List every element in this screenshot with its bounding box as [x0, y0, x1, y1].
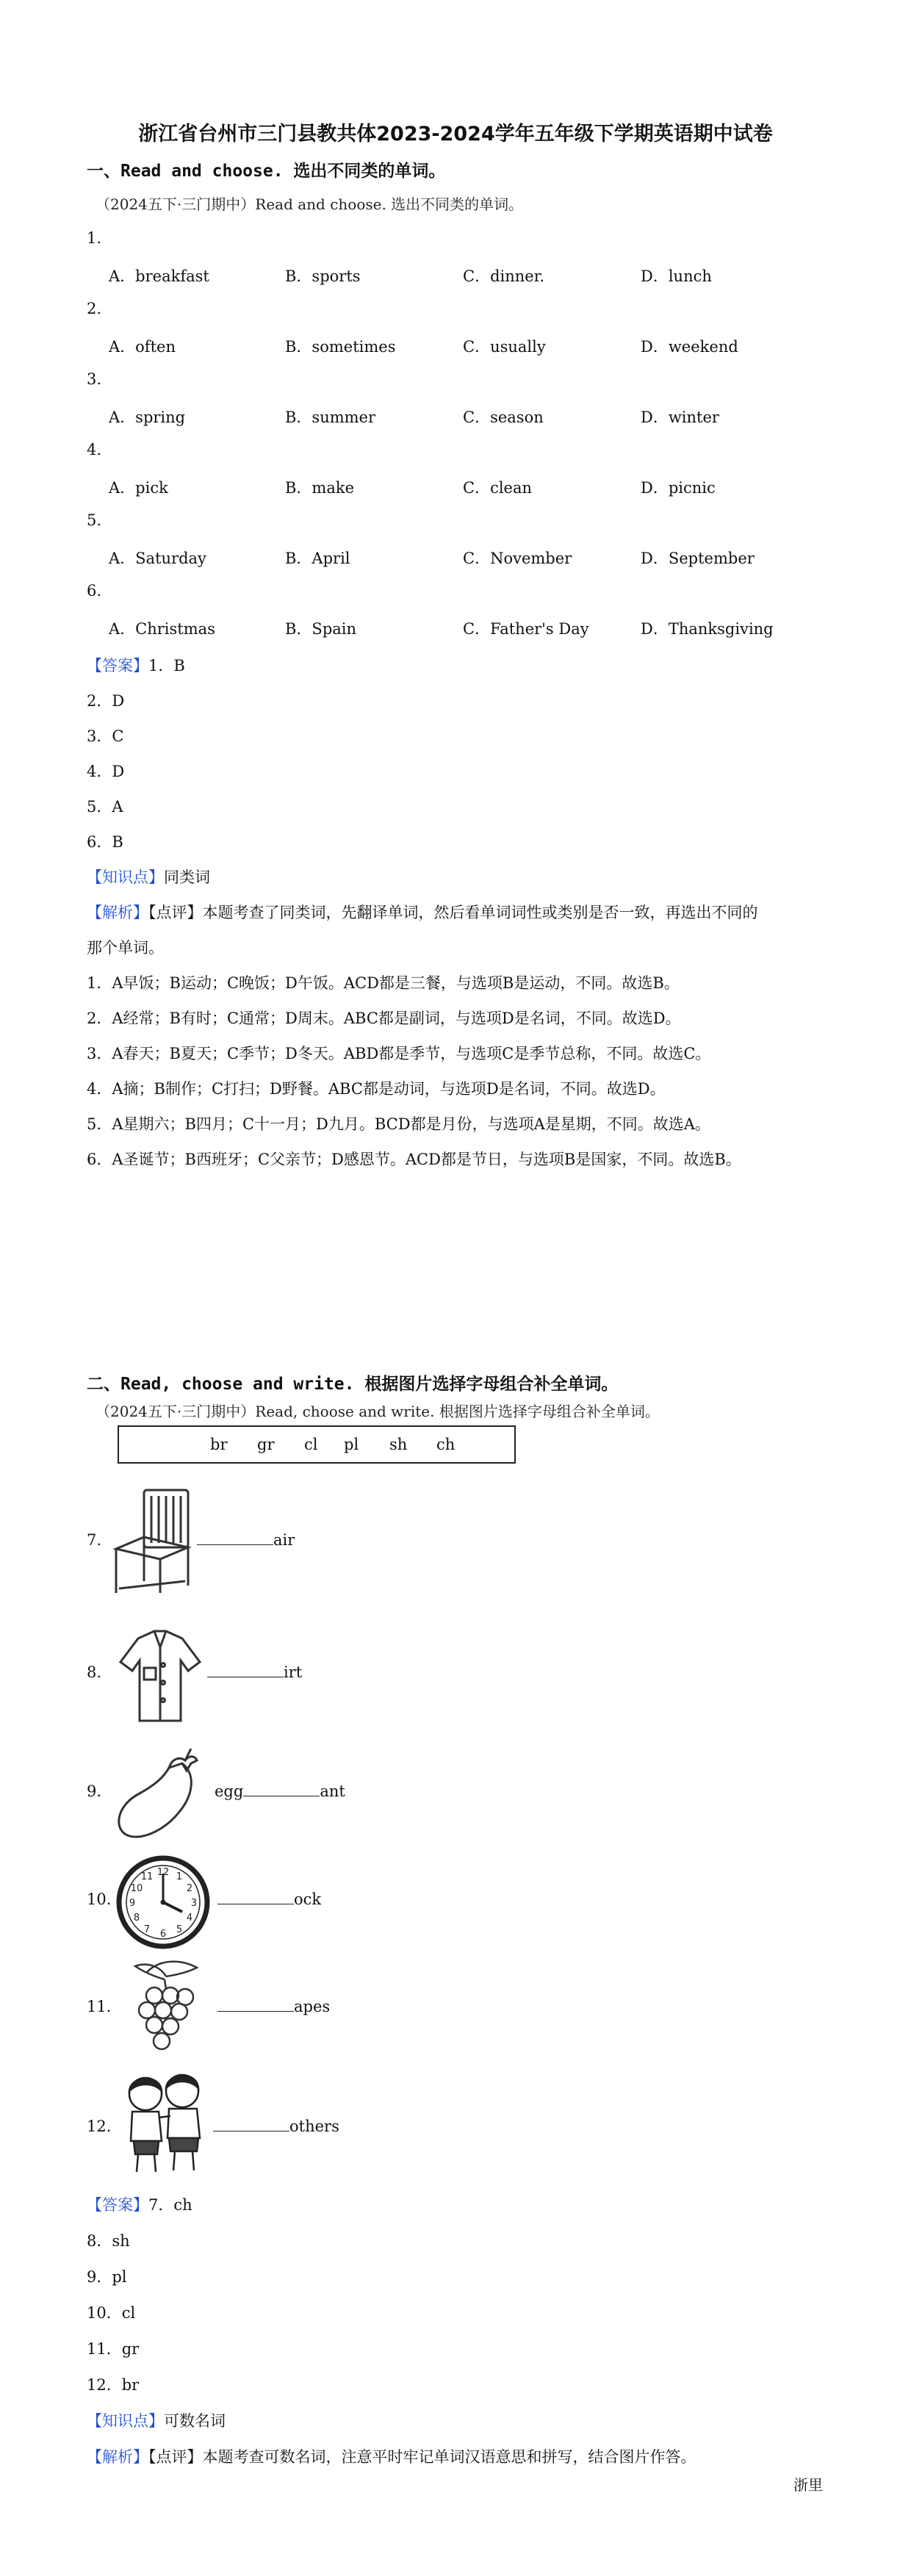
grapes-picture — [118, 1950, 215, 2060]
answer-item: 10．cl — [87, 2304, 136, 2322]
option-a: A．spring — [109, 409, 186, 426]
option-a: A．Saturday — [109, 550, 206, 567]
word-suffix: irt — [284, 1663, 303, 1681]
svg-text:6: 6 — [159, 1929, 167, 1940]
clock-picture — [115, 1847, 212, 1957]
letter-option: pl — [344, 1436, 359, 1453]
analysis-text: 【点评】本题考查可数名词，注意平时牢记单词汉语意思和拼写，结合图片作答。 — [148, 2448, 696, 2466]
svg-text:9: 9 — [129, 1898, 136, 1909]
question-number: 1. — [87, 229, 102, 247]
word-suffix: air — [273, 1531, 295, 1549]
svg-text:8: 8 — [133, 1913, 140, 1924]
answer-item: 5．A — [87, 798, 123, 816]
knowledge-tag: 【知识点】 — [87, 2412, 164, 2430]
word-suffix: others — [289, 2118, 339, 2135]
option-c: C．clean — [463, 479, 533, 497]
knowledge-text: 同类词 — [164, 868, 210, 886]
item-number: 9. — [87, 1782, 102, 1800]
letter-option: gr — [257, 1436, 275, 1453]
option-b: B．sometimes — [285, 338, 396, 356]
analysis-text-cont: 那个单词。 — [87, 939, 164, 957]
explanation-line: 5．A星期六；B四月；C十一月；D九月。BCD都是月份，与选项A是星期，不同。故选A。 — [87, 1115, 710, 1133]
word-suffix: ant — [320, 1782, 345, 1800]
option-c: C．November — [463, 550, 572, 567]
analysis — [87, 2445, 696, 2467]
brothers-picture — [116, 2065, 213, 2175]
word-suffix: ock — [294, 1890, 322, 1908]
letter-combination-box — [118, 1425, 516, 1464]
explanation-line: 1．A早饭；B运动；C晚饭；D午饭。ACD都是三餐，与选项B是运动，不同。故选B。 — [87, 974, 680, 992]
question-number: 3. — [87, 370, 102, 388]
item-number: 7. — [87, 1531, 102, 1549]
shirt-picture — [109, 1624, 206, 1734]
answer-item: 2．D — [87, 692, 125, 710]
option-b: B．make — [285, 479, 355, 497]
section1-source: （2024五下·三门期中）Read and choose. 选出不同类的单词。 — [96, 195, 524, 213]
question-number: 4. — [87, 441, 102, 458]
svg-text:5: 5 — [176, 1924, 183, 1935]
option-d: D．lunch — [641, 267, 712, 285]
option-b: B．April — [285, 550, 350, 567]
svg-text:10: 10 — [130, 1883, 143, 1894]
option-c: C．dinner. — [463, 267, 545, 285]
svg-text:1: 1 — [176, 1871, 183, 1882]
answer-item: 3．C — [87, 727, 124, 745]
answer-tag: 【答案】 — [87, 2196, 148, 2214]
letter-option: cl — [304, 1436, 318, 1453]
word-prefix: egg — [215, 1782, 244, 1800]
option-b: B．Spain — [285, 620, 357, 638]
answer-item: 8．sh — [87, 2232, 130, 2250]
knowledge-point — [87, 2409, 226, 2431]
svg-text:11: 11 — [140, 1871, 154, 1882]
option-c: C．usually — [463, 338, 546, 356]
question-number: 2. — [87, 300, 102, 317]
section1-heading: 一、Read and choose. 选出不同类的单词。 — [87, 162, 446, 181]
item-number: 10. — [87, 1890, 112, 1908]
explanation-line: 4．A摘；B制作；C打扫；D野餐。ABC都是动词，与选项D是名词，不同。故选D。 — [87, 1080, 666, 1098]
fill-in-blank[interactable] — [215, 1782, 345, 1800]
section2-heading: 二、Read, choose and write. 根据图片选择字母组合补全单词。 — [87, 1375, 619, 1394]
analysis-text: 【点评】本题考查了同类词，先翻译单词，然后看单词词性或类别是否一致，再选出不同的 — [148, 904, 758, 921]
item-number: 12. — [87, 2118, 112, 2135]
svg-text:2: 2 — [186, 1883, 193, 1894]
question-number: 5. — [87, 511, 102, 529]
option-a: A．often — [109, 338, 176, 356]
analysis-tag: 【解析】 — [87, 904, 148, 921]
option-b: B．sports — [285, 267, 361, 285]
word-suffix: apes — [294, 1998, 331, 2015]
svg-text:4: 4 — [186, 1913, 193, 1924]
answer-item: 9．pl — [87, 2268, 127, 2286]
eggplant-picture — [109, 1741, 206, 1852]
page-footer: 浙里 — [793, 2476, 823, 2494]
knowledge-point — [87, 866, 210, 888]
answer-item: 1．B — [148, 657, 185, 674]
answer-tag: 【答案】 — [87, 657, 148, 674]
fill-in-blank[interactable] — [197, 1531, 295, 1549]
option-d: D．Thanksgiving — [641, 620, 774, 638]
svg-text:3: 3 — [190, 1898, 198, 1909]
option-d: D．winter — [641, 409, 719, 426]
svg-text:7: 7 — [143, 1924, 151, 1935]
section2-source: （2024五下·三门期中）Read, choose and write. 根据图片选择字母组合补全单词。 — [96, 1403, 660, 1420]
option-b: B．summer — [285, 409, 376, 426]
letter-option: sh — [389, 1436, 408, 1453]
explanation-line: 3．A春天；B夏天；C季节；D冬天。ABD都是季节，与选项C是季节总称，不同。故选C。 — [87, 1045, 711, 1062]
answer-item: 7．ch — [148, 2196, 192, 2214]
letter-option: ch — [436, 1436, 455, 1453]
answer-item: 4．D — [87, 763, 125, 780]
option-c: C．season — [463, 409, 544, 426]
chair-picture — [109, 1486, 206, 1596]
knowledge-text: 可数名词 — [164, 2412, 226, 2430]
explanation-line: 6．A圣诞节；B西班牙；C父亲节；D感恩节。ACD都是节日，与选项B是国家，不同。故选B。 — [87, 1151, 741, 1168]
page-title: 浙江省台州市三门县教共体2023-2024学年五年级下学期英语期中试卷 — [138, 123, 773, 145]
answer-item: 11．gr — [87, 2340, 140, 2358]
option-c: C．Father's Day — [463, 620, 589, 638]
svg-text:12: 12 — [156, 1867, 170, 1878]
option-d: D．September — [641, 550, 755, 567]
item-number: 8. — [87, 1663, 102, 1681]
question-number: 6. — [87, 582, 102, 600]
option-d: D．picnic — [641, 479, 716, 497]
fill-in-blank[interactable] — [207, 1663, 302, 1681]
option-a: A．pick — [109, 479, 168, 497]
fill-in-blank[interactable] — [217, 1998, 330, 2015]
answer-item: 12．br — [87, 2376, 140, 2394]
explanation-line: 2．A经常；B有时；C通常；D周末。ABC都是副词，与选项D是名词，不同。故选D。 — [87, 1010, 681, 1027]
fill-in-blank[interactable] — [213, 2118, 339, 2135]
analysis-tag: 【解析】 — [87, 2448, 148, 2466]
option-d: D．weekend — [641, 338, 738, 356]
letter-option: br — [210, 1436, 228, 1453]
option-a: A．breakfast — [109, 267, 209, 285]
answer-item: 6．B — [87, 833, 123, 851]
option-a: A．Christmas — [109, 620, 215, 638]
knowledge-tag: 【知识点】 — [87, 868, 164, 886]
analysis — [87, 901, 758, 923]
item-number: 11. — [87, 1998, 112, 2015]
fill-in-blank[interactable] — [217, 1890, 321, 1908]
